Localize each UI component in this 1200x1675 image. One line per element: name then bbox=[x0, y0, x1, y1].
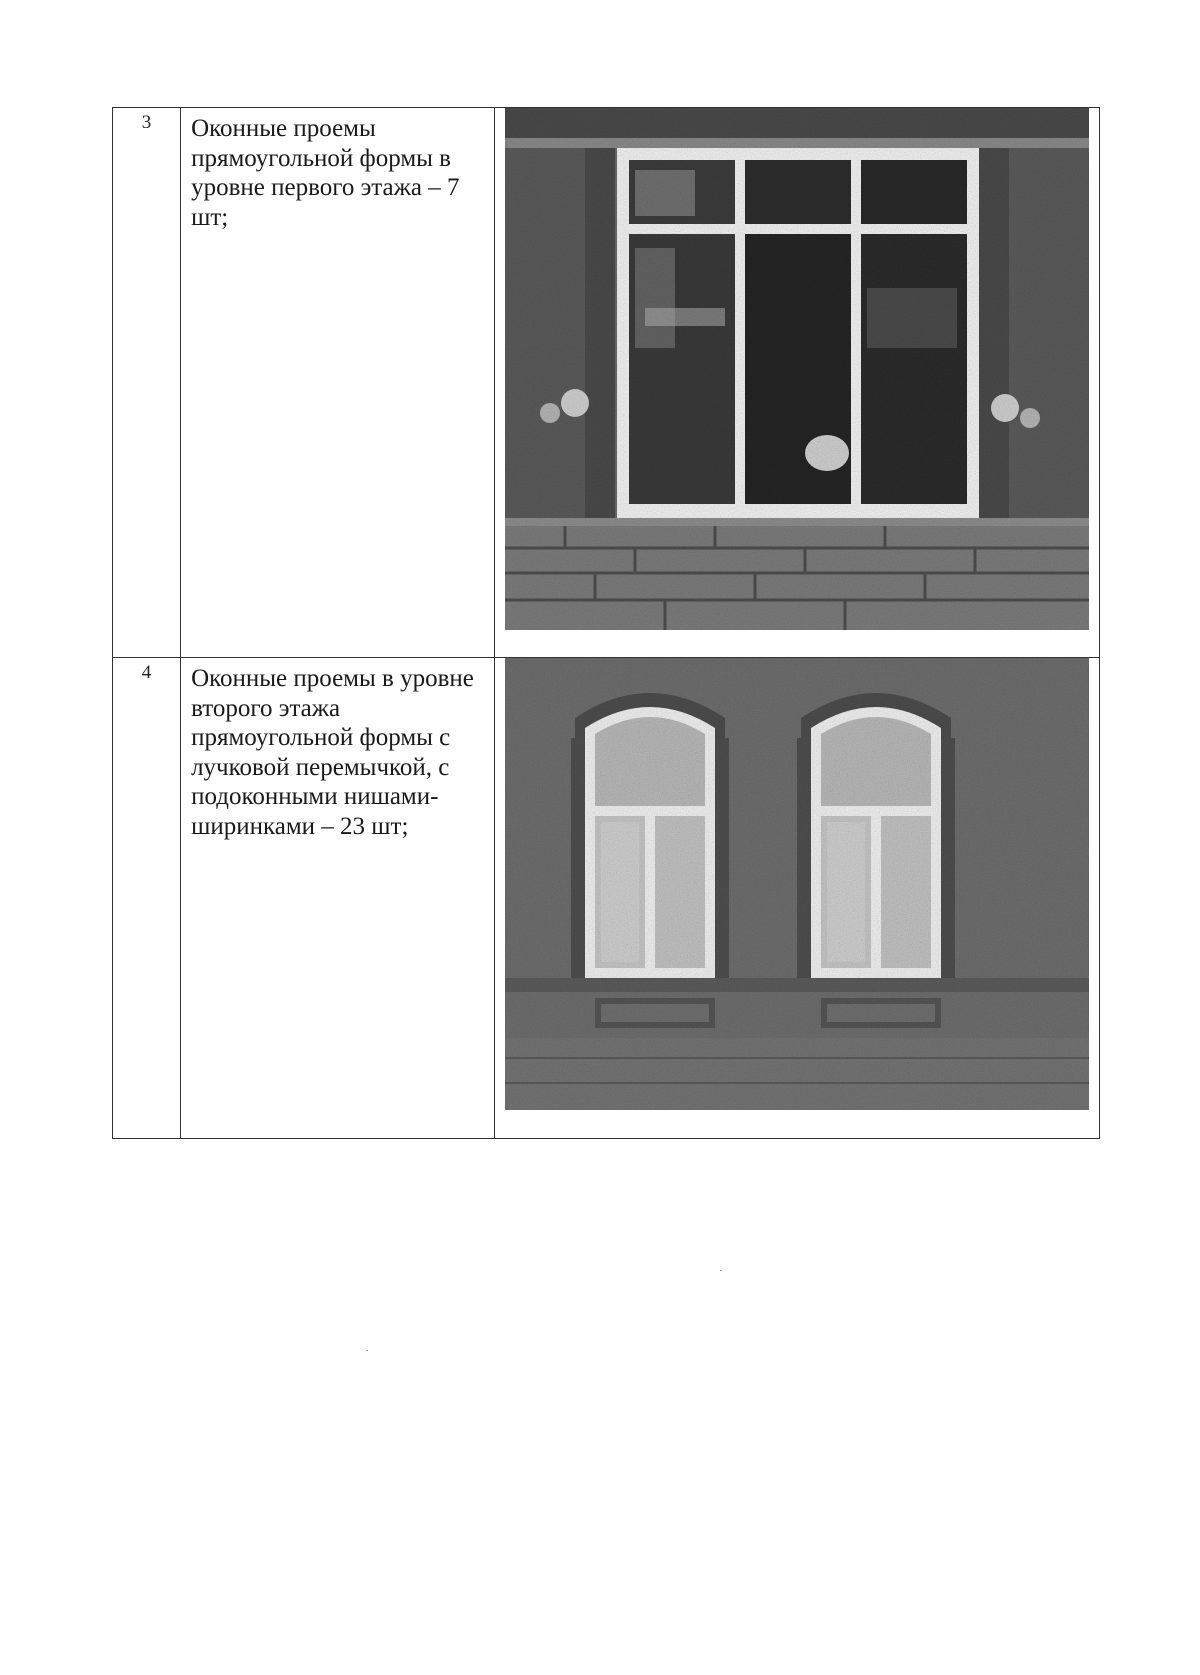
scan-speck bbox=[720, 1270, 722, 1271]
scan-speck bbox=[366, 1350, 368, 1351]
photo-cell bbox=[495, 658, 1100, 1139]
table-row bbox=[113, 658, 1100, 1139]
document-table bbox=[112, 107, 1100, 1139]
row-number: 4 bbox=[113, 658, 181, 1139]
photo-ground-floor-window bbox=[505, 108, 1089, 630]
photo-cell bbox=[495, 108, 1100, 658]
row-description: Оконные проемы прямоугольной формы в уровне первого этажа – 7 шт; bbox=[181, 108, 495, 658]
row-description: Оконные проемы в уровне второго этажа прямоугольной формы с лучковой перемычкой, с подоконными нишами- ширинками – 23 шт; bbox=[181, 658, 495, 1139]
table-row bbox=[113, 108, 1100, 658]
row-number: 3 bbox=[113, 108, 181, 658]
photo-second-floor-windows bbox=[505, 658, 1089, 1110]
